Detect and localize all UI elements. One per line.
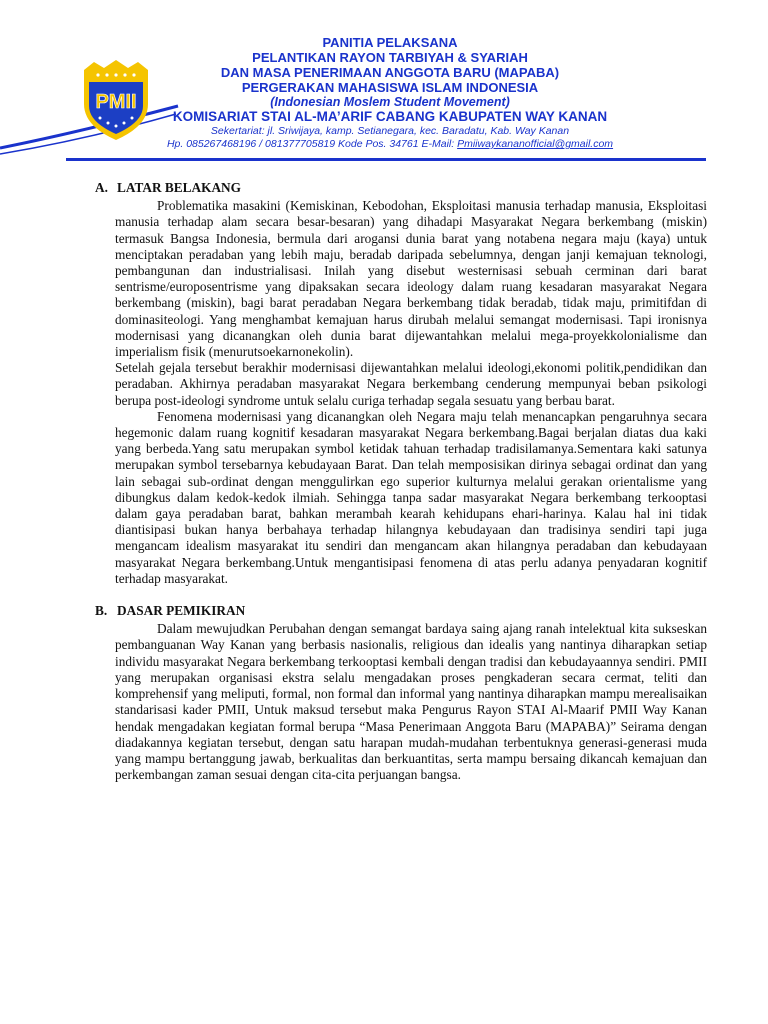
event-title-2: DAN MASA PENERIMAAN ANGGOTA BARU (MAPABA) (220, 65, 560, 80)
commissariat-name: KOMISARIAT STAI AL-MA’ARIF CABANG KABUPATEN WAY KANAN (172, 109, 608, 124)
logo-text: PMII (95, 91, 137, 113)
section-heading (95, 603, 707, 619)
section-title: DASAR PEMIKIRAN (117, 603, 246, 619)
letterhead (0, 0, 768, 170)
event-title-1: PELANTIKAN RAYON TARBIYAH & SYARIAH (252, 50, 528, 65)
email-link[interactable]: Pmiiwaykananofficial@gmail.com (457, 138, 614, 150)
secretariat-address: Sekertariat: jl. Sriwijaya, kamp. Setianegara, kec. Baradatu, Kab. Way Kanan (210, 125, 570, 137)
section-letter: A. (95, 180, 108, 195)
section-body (115, 198, 707, 587)
organization-motto: (Indonesian Moslem Student Movement) (270, 95, 510, 109)
section-letter: B. (95, 603, 108, 619)
paragraph: Fenomena modernisasi yang dicanangkan oleh Negara maju telah menancapkan pengaruhnya secara hegemonic dalam ruang kognitif kesadaran masyarakat Negara berkembang.Bagai berjalan diatas dua kaki yang berbeda.Yang satu merupakan symbol ketidak tahuan terhadap tradisilamanya.Sementara kaki satunya merupakan symbol tersebarnya kebudayaan Barat. Dan telah memposisikan dirinya sebagai ordinat dan yang lain sebagai sub-ordinat dengan menggulirkan ego superior kulturnya melalui gerakan orientalisme yang dibungkus dalam kedok-kedok ilmiah. Sehingga tanpa sadar masyarakat Negara berkembang terkooptasi dalam gaya peradaban barat, bahkan merambah kearah kehidupans ehari-harinya. Kalau hal ini tidak diantisipasi bukan hanya berbahaya terhadap hilangnya kebudayaan dan tradisinya sendiri tapi juga mengancam idealism masyarakat itu sendiri dan mengancam akan hilangnya peradaban dan kebudayaan masyarakat Negara berkembang.Untuk mengantisipasi fenomena di atas perlu adanya penyadaran kognitif terhadap masyarakat. (115, 408, 707, 586)
paragraph: Dalam mewujudkan Perubahan dengan semangat bardaya saing ajang ranah intelektual kita sukseskan pembanguanan Way Kanan yang berbasis nasionalis, religious dan idealis yang nantinya diharapkan setiap individu masyarakat Negara berkembang terkooptasi kembali dengan tradisi dan kebudayaannya sendiri. PMII yang merupakan organisasi ekstra selalu mengadakan proses pengkaderan secara cermat, teliti dan komprehensif yang meliputi, formal, non formal dan informal yang nantinya diharapkan mampu merealisaikan standarisasi kader PMII, Untuk maksud tersebut maka Pengurus Rayon STAI Al-Maarif PMII Way Kanan hendak mengadakan kegiatan formal berupa “Masa Penerimaan Anggota Baru (MAPABA)” Seirama dengan diadakannya kegiatan tersebut, dengan satu harapan mudah-mudahan terbentuknya generasi-generasi muda yang mampu bertanggung jawab, berkualitas dan berkuantitas, serta mampu bersaing dikancah kemajuan dan perkembangan zaman sesuai dengan cita-cita perjuangan bangsa. (115, 621, 707, 783)
section-body (115, 621, 707, 783)
section-latar-belakang (95, 180, 707, 587)
letterhead-text (150, 35, 630, 151)
paragraph: Problematika masakini (Kemiskinan, Kebodohan, Eksploitasi manusia terhadap manusia, Eksploitasi manusia terhadap alam secara besar-besaran) yang dihadapi Masyarakat Negara berkembang (miskin) termasuk Bangsa Indonesia, bermula dari arogansi dunia barat yang notabena negara maju (kaya) untuk menciptakan peradaban yang lebih maju, beradab daripada sebelumnya, dengan janji kemajuan teknologi, pembangunan dan industrialisasi. Inilah yang disebut westernisasi sebuah cerminan dari barat sentrisme/europosentrisme yang dipaksakan secara ideology dalam ruang kesadaran masyarakat Negara berkembang (miskin), bagi barat peradaban Negara berkembang tidak beradab, tidak maju, primitifdan di dominasiteologi. Yang menghambat kemajuan harus dirubah melalui semangat modernisasi. Tapi ironisnya modernisasi yang dicanangkan oleh dunia barat dijewantahkan melalui mega-proyekkolonialisme dan imperialism fisik (menurutsoekarnonekolin). (115, 198, 707, 360)
header-divider (66, 158, 706, 161)
contact-line (150, 138, 630, 151)
pmii-logo (80, 60, 152, 142)
organization-name: PERGERAKAN MAHASISWA ISLAM INDONESIA (241, 80, 539, 95)
document-body (95, 180, 707, 783)
paragraph: Setelah gejala tersebut berakhir modernisasi dijewantahkan melalui ideologi,ekonomi politik,pendidikan dan peradaban. Akhirnya peradaban masyarakat Negara berkembang cenderung mempunyai beban psikologi berupa post-ideologi syndrome untuk selalu curiga terhadap segala sesuatu yang berbau barat. (115, 360, 707, 408)
contact-phone-postcode: Hp. 085267468196 / 081377705819 Kode Pos. 34761 E-Mail: (166, 138, 458, 150)
committee-title: PANITIA PELAKSANA (322, 35, 458, 50)
section-heading (95, 180, 707, 196)
section-dasar-pemikiran (95, 603, 707, 783)
section-title: LATAR BELAKANG (117, 180, 241, 195)
